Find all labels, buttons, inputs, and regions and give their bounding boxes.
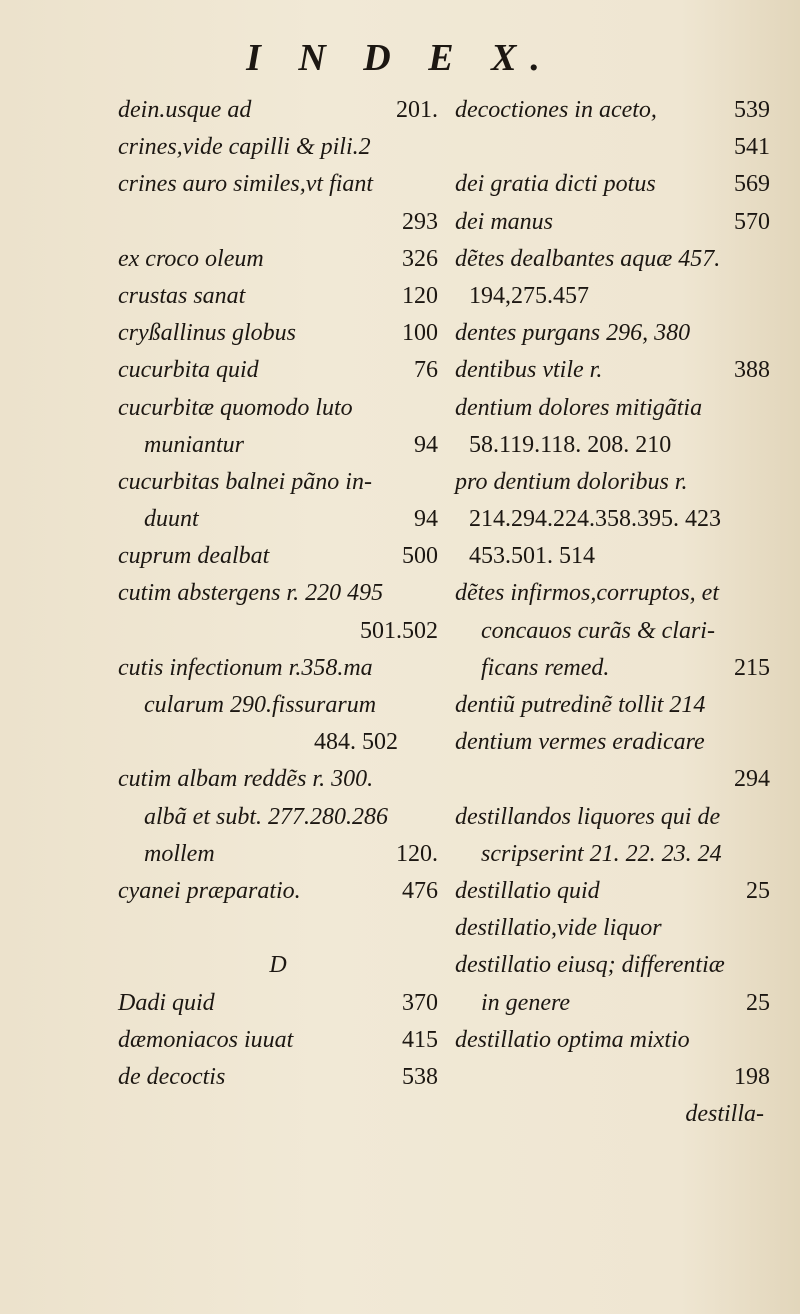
- entry-term: cucurbitæ quomodo luto: [118, 394, 353, 421]
- entry-term: dein.usque ad: [118, 97, 252, 123]
- entry-term: crines auro similes,vt fiant: [118, 171, 374, 198]
- entry-term: cucurbita quid: [118, 357, 259, 384]
- index-entry: [118, 538, 438, 575]
- entry-page-number: 198: [734, 1063, 770, 1090]
- index-entry: [455, 985, 770, 1022]
- entry-term: muniantur: [144, 431, 245, 458]
- entry-page-number: 294: [734, 766, 770, 793]
- entry-page-number: 120: [402, 282, 438, 309]
- entry-term: destilla-: [685, 1101, 764, 1128]
- page-header: I N D E X.: [246, 37, 554, 79]
- entry-term: cuprum dealbat: [118, 543, 270, 570]
- index-entry: [118, 1022, 438, 1059]
- index-entry: [455, 427, 770, 464]
- entry-page-number: 25: [746, 877, 770, 904]
- entry-page-number: 501.502: [360, 617, 438, 644]
- index-entry: [118, 985, 438, 1022]
- index-entry: [118, 947, 438, 984]
- index-entry: [455, 650, 770, 687]
- index-entry: [455, 947, 770, 984]
- entry-page-number: 94: [414, 431, 438, 458]
- entry-term: dentes purgans 296, 380: [455, 320, 691, 347]
- index-entry: [118, 92, 438, 129]
- entry-term: cryßallinus globus: [118, 320, 296, 347]
- entry-term: dentibus vtile r.: [455, 357, 603, 384]
- entry-page-number: 569: [734, 171, 770, 198]
- index-entry: [455, 241, 770, 278]
- index-entry: [455, 613, 770, 650]
- index-entry: [118, 166, 438, 203]
- index-entry: [455, 464, 770, 501]
- entry-page-number: 201.: [396, 97, 438, 123]
- entry-term: ficans remed.: [481, 654, 610, 681]
- index-entry: [455, 352, 770, 389]
- entry-page-number: 500: [402, 543, 438, 570]
- index-entry: [118, 315, 438, 352]
- index-entry: [455, 1096, 770, 1133]
- entry-page-number: 388: [734, 357, 770, 384]
- index-entry: [455, 166, 770, 203]
- index-entry: [455, 501, 770, 538]
- entry-term: dæmoniacos iuuat: [118, 1026, 294, 1053]
- entry-term: in genere: [481, 989, 571, 1016]
- index-entry: [118, 501, 438, 538]
- index-entry: [118, 873, 438, 910]
- entry-page-number: 25: [746, 989, 770, 1016]
- entry-page-number: 293: [402, 208, 438, 235]
- index-entry: [118, 687, 438, 724]
- entry-term: destillatio optima mixtio: [455, 1026, 690, 1053]
- entry-term: cutim albam reddẽs r. 300.: [118, 766, 374, 793]
- index-entry: [118, 613, 438, 650]
- entry-term: scripserint 21. 22. 23. 24: [481, 840, 722, 867]
- entry-term: cutis infectionum r.358.ma: [118, 654, 373, 681]
- entry-term: crustas sanat: [118, 282, 246, 309]
- index-entry: [455, 575, 770, 612]
- entry-term: dentiũ putredinẽ tollit 214: [455, 692, 706, 718]
- entry-term: dẽtes infirmos,corruptos, et: [455, 580, 719, 607]
- entry-page-number: 541: [734, 134, 770, 161]
- entry-term: 214.294.224.358.395. 423: [469, 506, 721, 533]
- entry-term: dẽtes dealbantes aquæ 457.: [455, 245, 721, 272]
- index-entry: [118, 799, 438, 836]
- index-entry: [118, 724, 438, 761]
- index-entry: [118, 1059, 438, 1096]
- index-entry: [118, 352, 438, 389]
- index-entry: [118, 910, 438, 947]
- index-entry: [455, 687, 770, 724]
- index-entry: [455, 761, 770, 798]
- index-entry: [118, 241, 438, 278]
- index-entry: [118, 575, 438, 612]
- entry-page-number: 539: [734, 97, 770, 123]
- entry-term: de decoctis: [118, 1063, 226, 1090]
- index-entry: [455, 390, 770, 427]
- entry-page-number: 476: [402, 877, 438, 904]
- entry-page-number: 120.: [396, 840, 438, 867]
- entry-term: destillatio eiusq; differentiæ: [455, 952, 725, 979]
- index-entry: [118, 650, 438, 687]
- index-entry: [455, 315, 770, 352]
- entry-term: concauos curãs & clari-: [481, 617, 715, 644]
- entry-term: 484. 502: [314, 729, 398, 756]
- entry-term: cucurbitas balnei pãno in-: [118, 468, 372, 495]
- entry-page-number: 415: [402, 1026, 438, 1053]
- index-entry: [455, 1059, 770, 1096]
- entry-term: 453.501. 514: [469, 543, 595, 570]
- entry-term: decoctiones in aceto,: [455, 97, 657, 123]
- entry-term: destillandos liquores qui de: [455, 803, 721, 830]
- entry-term: dei gratia dicti potus: [455, 171, 656, 198]
- entry-term: dentium vermes eradicare: [455, 729, 705, 756]
- entry-term: Dadi quid: [118, 989, 215, 1016]
- entry-term: mollem: [144, 840, 215, 867]
- index-entry: [118, 390, 438, 427]
- index-entry: [118, 129, 438, 166]
- entry-page-number: 215: [734, 654, 770, 681]
- entry-term: cutim abstergens r. 220 495: [118, 580, 384, 607]
- entry-term: D: [269, 952, 287, 979]
- entry-term: cyanei præparatio.: [118, 877, 301, 904]
- entry-page-number: 94: [414, 506, 438, 533]
- index-entry: [118, 761, 438, 798]
- index-entry: [455, 799, 770, 836]
- right-index-column: [455, 92, 770, 1133]
- index-entry: [455, 910, 770, 947]
- index-entry: [455, 538, 770, 575]
- index-entry: [118, 836, 438, 873]
- entry-term: 194,275.457: [469, 282, 589, 309]
- entry-term: dentium dolores mitigãtia: [455, 394, 703, 421]
- entry-page-number: 538: [402, 1063, 438, 1090]
- left-index-column: [118, 92, 438, 1096]
- index-entry: [455, 92, 770, 129]
- index-entry: [118, 427, 438, 464]
- entry-page-number: 76: [414, 357, 438, 384]
- entry-page-number: 100: [402, 320, 438, 347]
- entry-term: ex croco oleum: [118, 245, 264, 272]
- index-entry: [455, 278, 770, 315]
- entry-page-number: 370: [402, 989, 438, 1016]
- entry-term: pro dentium doloribus r.: [455, 468, 688, 495]
- index-entry: [118, 204, 438, 241]
- entry-term: dei manus: [455, 208, 553, 235]
- index-entry: [118, 278, 438, 315]
- index-entry: [455, 724, 770, 761]
- index-entry: [118, 464, 438, 501]
- entry-term: 58.119.118. 208. 210: [469, 431, 672, 458]
- index-entry: [455, 1022, 770, 1059]
- entry-page-number: 326: [402, 245, 438, 272]
- entry-term: destillatio quid: [455, 877, 600, 904]
- entry-term: cularum 290.fissurarum: [144, 692, 377, 718]
- index-entry: [455, 836, 770, 873]
- entry-term: albã et subt. 277.280.286: [144, 803, 388, 830]
- index-entry: [455, 129, 770, 166]
- entry-term: crines,vide capilli & pili.2: [118, 134, 371, 161]
- entry-term: duunt: [144, 506, 199, 533]
- entry-term: destillatio,vide liquor: [455, 915, 662, 942]
- index-entry: [455, 873, 770, 910]
- entry-page-number: 570: [734, 208, 770, 235]
- index-entry: [455, 204, 770, 241]
